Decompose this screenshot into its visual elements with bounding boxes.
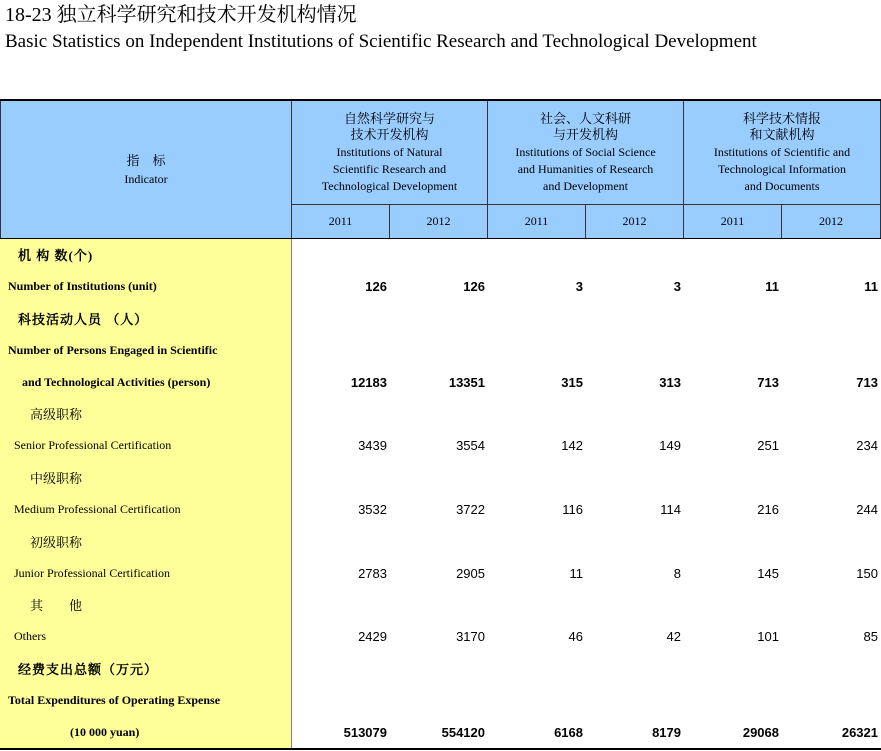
value-cell: 244 bbox=[856, 501, 878, 517]
row-label: Total Expenditures of Operating Expense bbox=[0, 684, 292, 716]
value-cell: 13351 bbox=[448, 374, 485, 390]
value-cell: 2783 bbox=[358, 565, 387, 581]
table-row bbox=[0, 494, 881, 526]
value-cell: 513079 bbox=[343, 724, 387, 740]
group-title-en: Scientific Research and bbox=[332, 161, 447, 176]
value-cell: 126 bbox=[463, 279, 485, 295]
value-cell: 8 bbox=[673, 565, 681, 581]
value-cell: 145 bbox=[757, 565, 779, 581]
row-label: 中级职称 bbox=[0, 462, 292, 494]
value-cell: 26321 bbox=[841, 724, 878, 740]
year-header: 2012 bbox=[782, 205, 881, 238]
value-cell: 713 bbox=[757, 374, 779, 390]
row-label: 其 他 bbox=[0, 589, 292, 621]
group-title-en: Institutions of Natural bbox=[336, 145, 443, 160]
row-label: Others bbox=[0, 621, 292, 653]
row-label: (10 000 yuan) bbox=[0, 716, 292, 748]
indicator-header-zh: 指 标 bbox=[126, 152, 166, 168]
year-header: 2012 bbox=[390, 205, 488, 238]
group-title-en: Technological Information bbox=[717, 161, 847, 176]
group-title-en: Institutions of Social Science bbox=[515, 145, 656, 160]
row-label: 初级职称 bbox=[0, 525, 292, 557]
value-cell: 114 bbox=[660, 501, 681, 517]
value-cell: 315 bbox=[561, 374, 583, 390]
table-title-en: Basic Statistics on Independent Institutions of Scientific Research and Technological Development bbox=[5, 31, 757, 52]
table-row bbox=[0, 716, 881, 748]
value-cell: 85 bbox=[863, 629, 878, 645]
column-group-natural-science bbox=[292, 101, 488, 205]
table-row bbox=[0, 303, 881, 335]
bottom-rule bbox=[0, 748, 881, 750]
row-label: 高级职称 bbox=[0, 398, 292, 430]
table-row bbox=[0, 239, 881, 271]
value-cell: 2429 bbox=[358, 629, 387, 645]
value-cell: 11 bbox=[569, 565, 583, 581]
value-cell: 216 bbox=[757, 501, 779, 517]
indicator-header-en: Indicator bbox=[124, 171, 168, 186]
group-title-zh: 和文献机构 bbox=[749, 127, 815, 143]
value-cell: 46 bbox=[568, 629, 583, 645]
row-label: 科技活动人员 （人） bbox=[0, 303, 292, 335]
group-title-zh: 科学技术情报 bbox=[742, 110, 821, 126]
value-cell: 126 bbox=[365, 279, 387, 295]
value-cell: 3722 bbox=[456, 501, 485, 517]
group-title-en: Institutions of Scientific and bbox=[713, 145, 851, 160]
table-title-zh: 18-23 独立科学研究和技术开发机构情况 bbox=[5, 4, 357, 26]
row-label: 经费支出总额（万元） bbox=[0, 653, 292, 685]
group-title-zh: 自然科学研究与 bbox=[343, 110, 435, 126]
value-cell: 3170 bbox=[456, 629, 485, 645]
value-cell: 142 bbox=[561, 438, 583, 454]
value-cell: 8179 bbox=[652, 724, 681, 740]
value-cell: 150 bbox=[856, 565, 878, 581]
row-label: Junior Professional Certification bbox=[0, 557, 292, 589]
value-cell: 3 bbox=[575, 279, 583, 295]
table-row bbox=[0, 525, 881, 557]
table-row bbox=[0, 334, 881, 366]
group-title-zh: 社会、人文科研 bbox=[539, 110, 631, 126]
table-row bbox=[0, 271, 881, 303]
value-cell: 313 bbox=[659, 374, 681, 390]
row-label: Number of Persons Engaged in Scientific bbox=[0, 334, 292, 366]
table-row bbox=[0, 430, 881, 462]
value-cell: 713 bbox=[856, 374, 878, 390]
value-cell: 3 bbox=[673, 279, 681, 295]
group-title-en: and Documents bbox=[744, 178, 820, 193]
value-cell: 234 bbox=[856, 438, 878, 454]
value-cell: 116 bbox=[562, 501, 583, 517]
row-label: and Technological Activities (person) bbox=[0, 366, 292, 398]
group-title-zh: 与开发机构 bbox=[552, 127, 618, 143]
value-cell: 12183 bbox=[350, 374, 387, 390]
value-cell: 2905 bbox=[456, 565, 485, 581]
year-header: 2011 bbox=[488, 205, 586, 238]
value-cell: 251 bbox=[757, 438, 779, 454]
group-title-en: and Humanities of Research bbox=[517, 161, 654, 176]
value-cell: 3439 bbox=[358, 438, 387, 454]
value-cell: 3554 bbox=[456, 438, 485, 454]
value-cell: 11 bbox=[765, 279, 779, 295]
value-cell: 101 bbox=[757, 629, 779, 645]
year-header: 2011 bbox=[292, 205, 390, 238]
year-header: 2011 bbox=[684, 205, 782, 238]
group-title-en: Technological Development bbox=[321, 178, 458, 193]
table-row bbox=[0, 557, 881, 589]
value-cell: 29068 bbox=[742, 724, 779, 740]
row-label: 机 构 数(个) bbox=[0, 239, 292, 271]
table-row bbox=[0, 366, 881, 398]
table-row bbox=[0, 621, 881, 653]
column-group-social-science bbox=[488, 101, 684, 205]
value-cell: 11 bbox=[864, 279, 878, 295]
row-label: Medium Professional Certification bbox=[0, 494, 292, 526]
table-row bbox=[0, 684, 881, 716]
value-cell: 6168 bbox=[554, 724, 583, 740]
table-body bbox=[0, 239, 881, 748]
table-row bbox=[0, 462, 881, 494]
table-header bbox=[0, 101, 881, 239]
table-row bbox=[0, 653, 881, 685]
value-cell: 3532 bbox=[358, 501, 387, 517]
column-group-information-documents bbox=[684, 101, 881, 205]
row-label: Senior Professional Certification bbox=[0, 430, 292, 462]
indicator-header bbox=[0, 101, 292, 238]
table-row bbox=[0, 398, 881, 430]
year-header: 2012 bbox=[586, 205, 684, 238]
value-cell: 42 bbox=[666, 629, 681, 645]
table-row bbox=[0, 589, 881, 621]
group-title-en: and Development bbox=[543, 178, 628, 193]
value-cell: 149 bbox=[659, 438, 681, 454]
row-label: Number of Institutions (unit) bbox=[0, 271, 292, 303]
group-title-zh: 技术开发机构 bbox=[350, 127, 429, 143]
value-cell: 554120 bbox=[441, 724, 485, 740]
